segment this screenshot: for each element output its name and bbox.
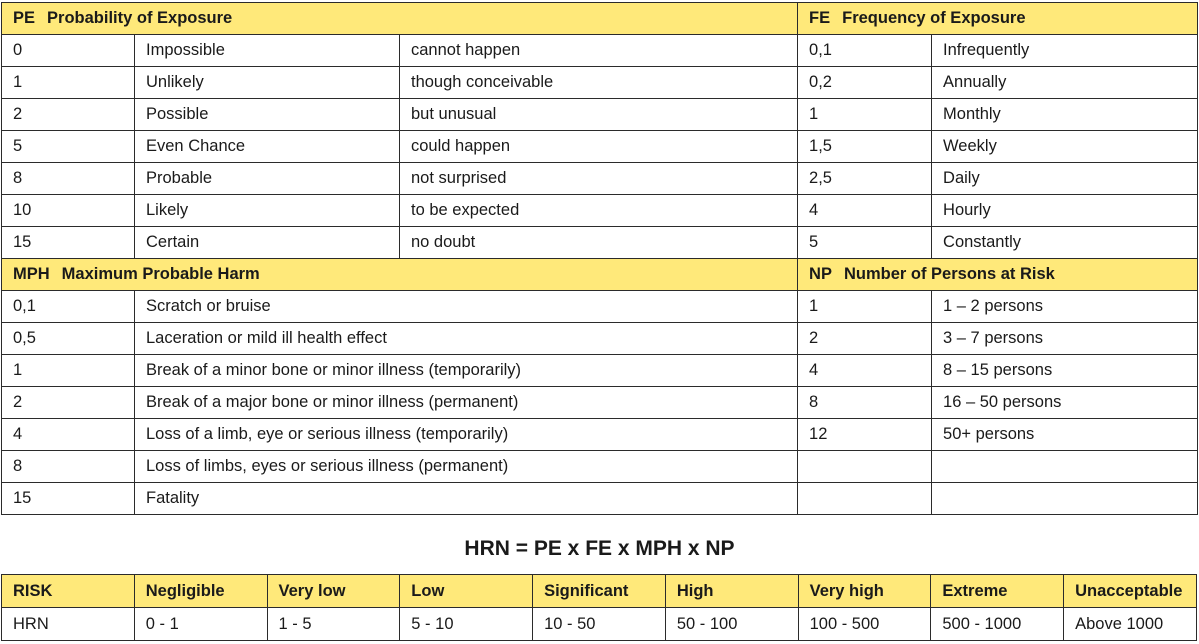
fe-value-cell: 4 bbox=[798, 195, 932, 227]
pe-desc-cell: to be expected bbox=[400, 195, 798, 227]
risk-value-cell: Above 1000 bbox=[1064, 608, 1197, 641]
pe-value-cell: 8 bbox=[2, 163, 135, 195]
pe-label-cell: Probable bbox=[135, 163, 400, 195]
mph-label-cell: Scratch or bruise bbox=[135, 291, 798, 323]
fe-label-cell: Infrequently bbox=[932, 35, 1198, 67]
mph-value-cell: 1 bbox=[2, 355, 135, 387]
pe-label-cell: Possible bbox=[135, 99, 400, 131]
risk-value-cell: 1 - 5 bbox=[267, 608, 400, 641]
fe-label-cell: Constantly bbox=[932, 227, 1198, 259]
mph-label-cell: Laceration or mild ill health effect bbox=[135, 323, 798, 355]
pe-value-cell: 0 bbox=[2, 35, 135, 67]
pe-header bbox=[2, 3, 798, 35]
risk-header-cell: RISK bbox=[2, 575, 135, 608]
table-row bbox=[2, 451, 1198, 483]
fe-value-cell: 1 bbox=[798, 99, 932, 131]
pe-desc-cell: though conceivable bbox=[400, 67, 798, 99]
mph-label-cell: Loss of limbs, eyes or serious illness (permanent) bbox=[135, 451, 798, 483]
np-label-cell: 50+ persons bbox=[932, 419, 1198, 451]
pe-value-cell: 2 bbox=[2, 99, 135, 131]
fe-value-cell: 0,2 bbox=[798, 67, 932, 99]
np-value-cell bbox=[798, 451, 932, 483]
risk-value-cell: 5 - 10 bbox=[400, 608, 533, 641]
np-value-cell: 8 bbox=[798, 387, 932, 419]
table-row bbox=[2, 99, 1198, 131]
risk-header-cell: Low bbox=[400, 575, 533, 608]
section-title: Maximum Probable Harm bbox=[61, 265, 260, 283]
pe-value-cell: 5 bbox=[2, 131, 135, 163]
np-header bbox=[798, 259, 1198, 291]
pe-fe-header-row bbox=[2, 3, 1198, 35]
mph-header bbox=[2, 259, 798, 291]
mph-value-cell: 0,1 bbox=[2, 291, 135, 323]
fe-header bbox=[798, 3, 1198, 35]
risk-value-cell: 10 - 50 bbox=[533, 608, 666, 641]
mph-value-cell: 0,5 bbox=[2, 323, 135, 355]
risk-header-cell: Very high bbox=[798, 575, 931, 608]
table-row bbox=[2, 67, 1198, 99]
risk-header-cell: Negligible bbox=[134, 575, 267, 608]
np-value-cell bbox=[798, 483, 932, 515]
np-value-cell: 4 bbox=[798, 355, 932, 387]
np-label-cell bbox=[932, 483, 1198, 515]
table-row bbox=[2, 387, 1198, 419]
table-row bbox=[2, 355, 1198, 387]
fe-label-cell: Monthly bbox=[932, 99, 1198, 131]
risk-header-cell: High bbox=[665, 575, 798, 608]
table-row bbox=[2, 163, 1198, 195]
table-row bbox=[2, 323, 1198, 355]
risk-header-cell: Extreme bbox=[931, 575, 1064, 608]
risk-value-cell: 0 - 1 bbox=[134, 608, 267, 641]
pe-value-cell: 15 bbox=[2, 227, 135, 259]
section-title: Number of Persons at Risk bbox=[843, 265, 1055, 283]
np-value-cell: 12 bbox=[798, 419, 932, 451]
risk-header-cell: Significant bbox=[533, 575, 666, 608]
mph-label-cell: Loss of a limb, eye or serious illness (temporarily) bbox=[135, 419, 798, 451]
np-value-cell: 2 bbox=[798, 323, 932, 355]
risk-rating-table bbox=[1, 574, 1197, 641]
table-row bbox=[2, 35, 1198, 67]
risk-header-row bbox=[2, 575, 1197, 608]
pe-value-cell: 10 bbox=[2, 195, 135, 227]
mph-value-cell: 2 bbox=[2, 387, 135, 419]
fe-label-cell: Annually bbox=[932, 67, 1198, 99]
np-label-cell: 1 – 2 persons bbox=[932, 291, 1198, 323]
fe-value-cell: 2,5 bbox=[798, 163, 932, 195]
risk-value-row bbox=[2, 608, 1197, 641]
section-code: PE bbox=[13, 9, 36, 27]
table-row bbox=[2, 131, 1198, 163]
mph-label-cell: Break of a major bone or minor illness (permanent) bbox=[135, 387, 798, 419]
pe-label-cell: Likely bbox=[135, 195, 400, 227]
pe-desc-cell: could happen bbox=[400, 131, 798, 163]
risk-value-cell: 100 - 500 bbox=[798, 608, 931, 641]
risk-header-cell: Unacceptable bbox=[1064, 575, 1197, 608]
table-row bbox=[2, 483, 1198, 515]
table-row bbox=[2, 195, 1198, 227]
mph-label-cell: Fatality bbox=[135, 483, 798, 515]
hrn-formula: HRN = PE x FE x MPH x NP bbox=[464, 537, 735, 560]
risk-value-cell: HRN bbox=[2, 608, 135, 641]
np-label-cell bbox=[932, 451, 1198, 483]
table-row bbox=[2, 419, 1198, 451]
section-title: Probability of Exposure bbox=[47, 9, 233, 27]
risk-header-cell: Very low bbox=[267, 575, 400, 608]
fe-value-cell: 1,5 bbox=[798, 131, 932, 163]
np-value-cell: 1 bbox=[798, 291, 932, 323]
mph-label-cell: Break of a minor bone or minor illness (temporarily) bbox=[135, 355, 798, 387]
pe-label-cell: Unlikely bbox=[135, 67, 400, 99]
fe-label-cell: Weekly bbox=[932, 131, 1198, 163]
section-code: NP bbox=[809, 265, 832, 283]
section-code: FE bbox=[809, 9, 831, 27]
pe-desc-cell: not surprised bbox=[400, 163, 798, 195]
pe-desc-cell: no doubt bbox=[400, 227, 798, 259]
section-title: Frequency of Exposure bbox=[842, 9, 1026, 27]
table-row bbox=[2, 227, 1198, 259]
fe-value-cell: 5 bbox=[798, 227, 932, 259]
mph-value-cell: 4 bbox=[2, 419, 135, 451]
risk-value-cell: 50 - 100 bbox=[665, 608, 798, 641]
mph-np-header-row bbox=[2, 259, 1198, 291]
pe-label-cell: Impossible bbox=[135, 35, 400, 67]
np-label-cell: 8 – 15 persons bbox=[932, 355, 1198, 387]
pe-desc-cell: cannot happen bbox=[400, 35, 798, 67]
pe-value-cell: 1 bbox=[2, 67, 135, 99]
pe-label-cell: Even Chance bbox=[135, 131, 400, 163]
np-label-cell: 16 – 50 persons bbox=[932, 387, 1198, 419]
mph-value-cell: 8 bbox=[2, 451, 135, 483]
pe-desc-cell: but unusual bbox=[400, 99, 798, 131]
table-row bbox=[2, 291, 1198, 323]
factor-tables bbox=[1, 2, 1198, 515]
section-code: MPH bbox=[13, 265, 50, 283]
fe-label-cell: Daily bbox=[932, 163, 1198, 195]
fe-value-cell: 0,1 bbox=[798, 35, 932, 67]
mph-value-cell: 15 bbox=[2, 483, 135, 515]
fe-label-cell: Hourly bbox=[932, 195, 1198, 227]
risk-value-cell: 500 - 1000 bbox=[931, 608, 1064, 641]
np-label-cell: 3 – 7 persons bbox=[932, 323, 1198, 355]
pe-label-cell: Certain bbox=[135, 227, 400, 259]
